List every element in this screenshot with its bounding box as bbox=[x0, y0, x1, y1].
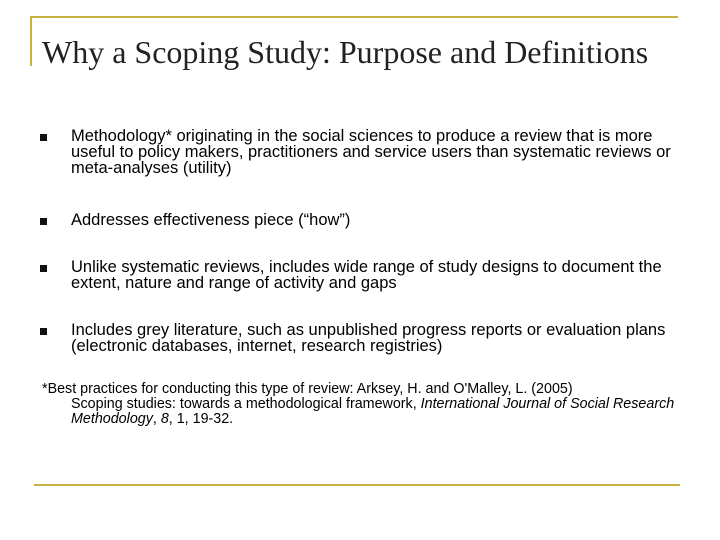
bottom-rule bbox=[34, 484, 680, 486]
citation-separator: , bbox=[152, 411, 161, 427]
citation-pages: , 1, 19-32. bbox=[168, 411, 234, 427]
bullet-marker-icon bbox=[40, 328, 47, 335]
citation-text: Scoping studies: towards a methodological framework, bbox=[71, 396, 421, 412]
bullet-marker-icon bbox=[40, 218, 47, 225]
journal-name: International Journal of Social Research Methodology bbox=[71, 396, 675, 427]
journal-volume: 8 bbox=[160, 411, 169, 427]
bullet-text: Addresses effectiveness piece (“how”) bbox=[71, 211, 351, 229]
bullet-text: Includes grey literature, such as unpublished progress reports or evaluation plans (electronic databases, internet, research registries) bbox=[71, 321, 666, 355]
bullet-marker-icon bbox=[40, 134, 47, 141]
footnote-citation bbox=[42, 397, 712, 427]
bullet-text: Methodology* originating in the social sciences to produce a review that is more useful to policy makers, practitioners and service users than systematic reviews or meta-analyses (utility) bbox=[71, 127, 671, 177]
footnote bbox=[42, 382, 712, 427]
bullet-marker-icon bbox=[40, 265, 47, 272]
top-rule bbox=[30, 16, 678, 18]
left-rule bbox=[30, 16, 32, 66]
footnote-line: *Best practices for conducting this type of review: Arksey, H. and O'Malley, L. (2005) bbox=[42, 381, 573, 397]
bullet-text: Unlike systematic reviews, includes wide range of study designs to document the extent, nature and range of activity and gaps bbox=[71, 258, 662, 292]
slide-title: Why a Scoping Study: Purpose and Definitions bbox=[42, 34, 649, 70]
